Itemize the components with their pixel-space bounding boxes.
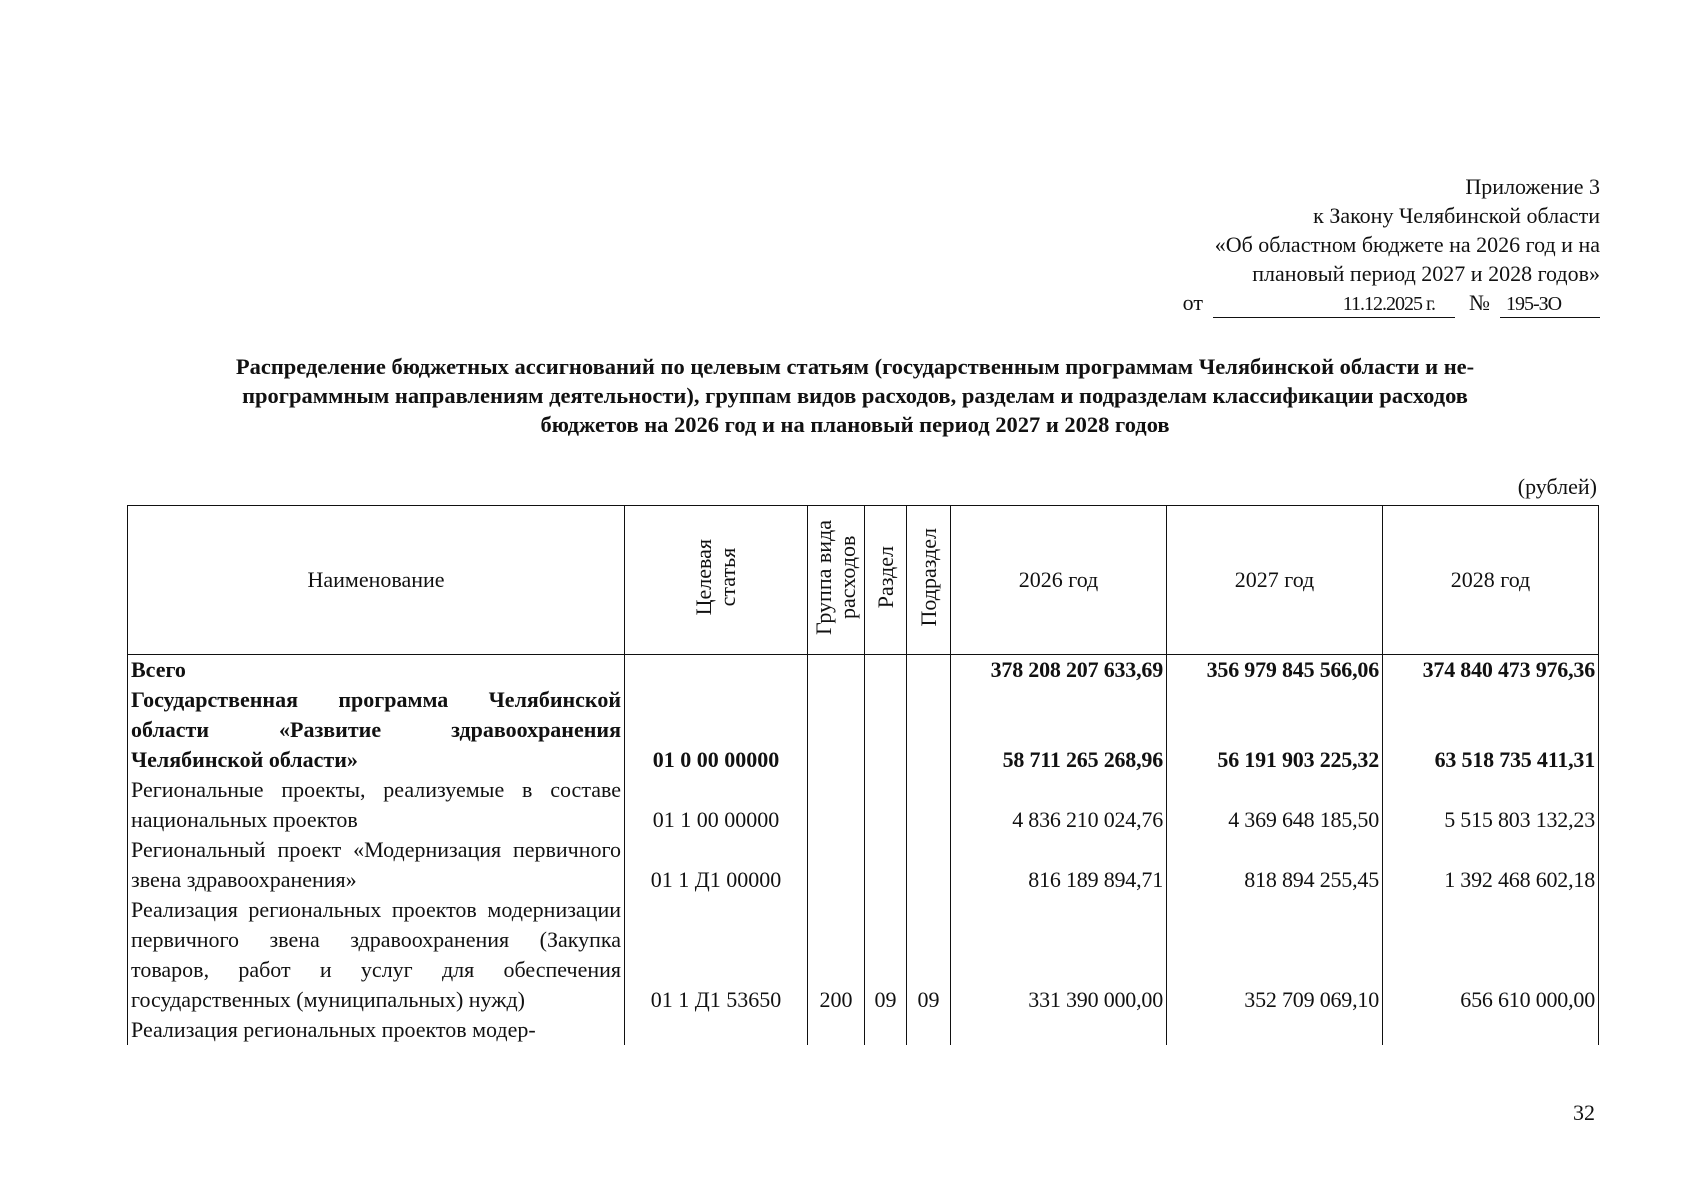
header-expense-group-line-1: Группа вида <box>811 519 836 635</box>
row-2027 <box>1167 1015 1383 1045</box>
row-name: Государственная программа Челябинской области «Развитие здравоохранения Челябинской области» <box>128 685 625 775</box>
annex-title: Приложение 3 <box>1465 174 1600 199</box>
row-2026: 331 390 000,00 <box>951 895 1167 1015</box>
header-2026: 2026 год <box>951 506 1167 655</box>
row-2028: 5 515 803 132,23 <box>1383 775 1599 835</box>
row-2027: 352 709 069,10 <box>1167 895 1383 1015</box>
header-target-article-text <box>692 539 740 615</box>
law-date: 11.12.2025 г. <box>1213 291 1455 318</box>
row-section: 09 <box>865 895 907 1015</box>
row-2027: 818 894 255,45 <box>1167 835 1383 895</box>
row-target-article: 01 0 00 00000 <box>625 685 808 775</box>
row-subsection <box>907 655 951 686</box>
units-label: (рублей) <box>1517 474 1597 499</box>
header-2028: 2028 год <box>1383 506 1599 655</box>
header-target-article-line-2: статья <box>715 547 740 607</box>
row-name: Региональный проект «Модернизация первичного звена здравоохранения» <box>128 835 625 895</box>
number-label: № <box>1469 290 1490 315</box>
table-row <box>128 685 1599 775</box>
annex-header <box>1040 172 1600 318</box>
header-expense-group-text <box>812 520 860 635</box>
row-2026: 378 208 207 633,69 <box>951 655 1167 686</box>
row-target-article: 01 1 Д1 00000 <box>625 835 808 895</box>
header-expense-group-line-2: расходов <box>835 535 860 619</box>
row-expense-group <box>808 775 865 835</box>
table-row <box>128 835 1599 895</box>
row-2028: 656 610 000,00 <box>1383 895 1599 1015</box>
header-section-text: Раздел <box>872 545 898 609</box>
title-line-2: программным направлениям деятельности), группам видов расходов, разделам и подразделам классификации расходов <box>242 383 1468 408</box>
header-subsection-text: Подраздел <box>915 527 941 627</box>
row-name: Региональные проекты, реализуемые в составе национальных проектов <box>128 775 625 835</box>
row-expense-group <box>808 685 865 775</box>
row-subsection: 09 <box>907 895 951 1015</box>
row-target-article: 01 1 Д1 53650 <box>625 895 808 1015</box>
row-target-article: 01 1 00 00000 <box>625 775 808 835</box>
header-target-article <box>625 506 808 655</box>
row-section <box>865 685 907 775</box>
title-line-3: бюджетов на 2026 год и на плановый период 2027 и 2028 годов <box>540 412 1170 437</box>
header-target-article-line-1: Целевая <box>691 538 716 616</box>
row-name: Реализация региональных проектов модернизации первичного звена здравоохранения (Закупка товаров, работ и услуг для обеспечения государственных (муниципальных) нужд) <box>128 895 625 1015</box>
row-subsection <box>907 835 951 895</box>
row-name: Реализация региональных проектов модер- <box>128 1015 625 1045</box>
title-line-1: Распределение бюджетных ассигнований по целевым статьям (государственным программам Челябинской области и не- <box>235 354 1475 379</box>
row-2027: 4 369 648 185,50 <box>1167 775 1383 835</box>
row-subsection <box>907 775 951 835</box>
row-2027: 56 191 903 225,32 <box>1167 685 1383 775</box>
annex-date-number-row <box>1040 288 1600 318</box>
annex-law-name-2: плановый период 2027 и 2028 годов» <box>1252 261 1600 286</box>
row-2028: 1 392 468 602,18 <box>1383 835 1599 895</box>
page-number: 32 <box>1573 1100 1595 1125</box>
row-expense-group: 200 <box>808 895 865 1015</box>
from-label: от <box>1182 290 1203 315</box>
table-row <box>128 775 1599 835</box>
table-header-row <box>128 506 1599 655</box>
row-expense-group <box>808 1015 865 1045</box>
row-name: Всего <box>128 655 625 686</box>
row-2027: 356 979 845 566,06 <box>1167 655 1383 686</box>
budget-table <box>127 505 1599 1045</box>
row-2028: 63 518 735 411,31 <box>1383 685 1599 775</box>
table-row <box>128 655 1599 686</box>
row-2028: 374 840 473 976,36 <box>1383 655 1599 686</box>
row-expense-group <box>808 655 865 686</box>
row-2026: 4 836 210 024,76 <box>951 775 1167 835</box>
annex-law-ref: к Закону Челябинской области <box>1313 203 1600 228</box>
row-section <box>865 1015 907 1045</box>
row-subsection <box>907 1015 951 1045</box>
document-title <box>120 352 1590 439</box>
annex-law-name-1: «Об областном бюджете на 2026 год и на <box>1214 232 1600 257</box>
row-subsection <box>907 685 951 775</box>
row-expense-group <box>808 835 865 895</box>
row-2026: 58 711 265 268,96 <box>951 685 1167 775</box>
table-row <box>128 1015 1599 1045</box>
row-section <box>865 835 907 895</box>
row-target-article <box>625 1015 808 1045</box>
law-number: 195-ЗО <box>1500 291 1600 318</box>
row-section <box>865 775 907 835</box>
header-2027: 2027 год <box>1167 506 1383 655</box>
row-section <box>865 655 907 686</box>
row-2026 <box>951 1015 1167 1045</box>
row-2026: 816 189 894,71 <box>951 835 1167 895</box>
table-row <box>128 895 1599 1015</box>
header-section <box>865 506 907 655</box>
row-target-article <box>625 655 808 686</box>
header-expense-group <box>808 506 865 655</box>
header-name: Наименование <box>128 506 625 655</box>
header-subsection <box>907 506 951 655</box>
row-2028 <box>1383 1015 1599 1045</box>
